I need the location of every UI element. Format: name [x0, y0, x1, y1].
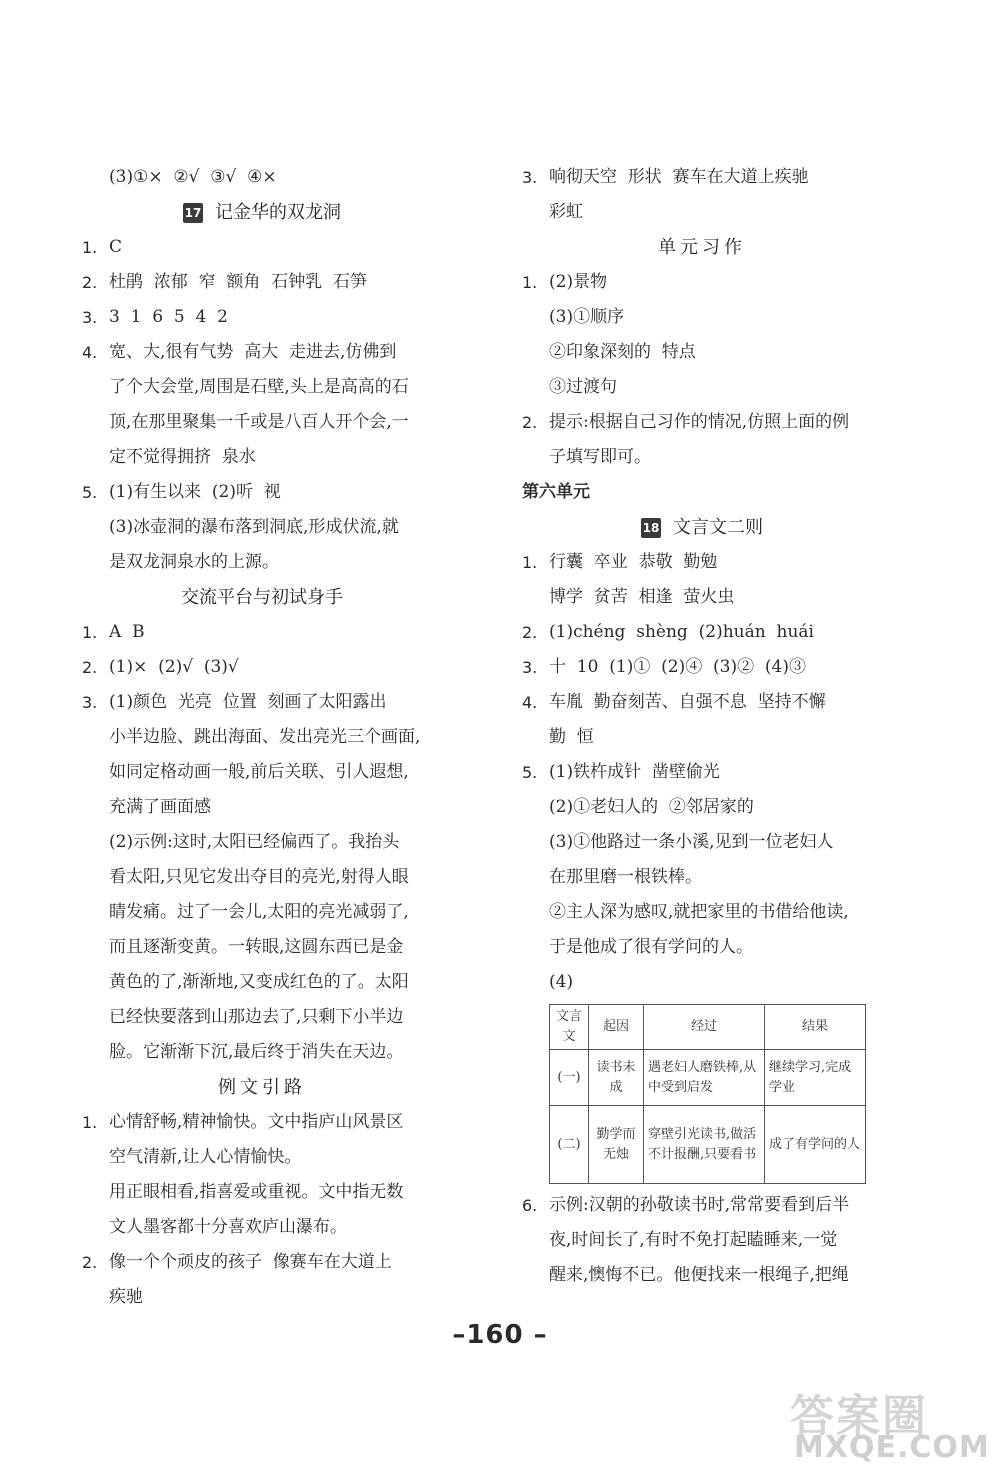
example-1-cont: 文人墨客都十分喜欢庐山瀑布。: [109, 1217, 347, 1237]
reading-1: 1. 行囊 卒业 恭敬 勤勉: [522, 552, 718, 572]
exercise-3-cont: 而且逐渐变黄。一转眼,这圆东西已是金: [109, 937, 404, 957]
table-cell: (一): [550, 1050, 589, 1106]
table-header-cell: 结果: [765, 1005, 866, 1050]
exercise-3-cont: 如同定格动画一般,前后关联、引人遐想,: [109, 762, 409, 782]
section-heading-example: 例文引路: [218, 1077, 306, 1098]
reading-3: 3. 十 10 (1)① (2)④ (3)② (4)③: [522, 657, 806, 677]
page-number: –160 –: [452, 1320, 548, 1350]
reading-6-cont: 醒来,懊悔不已。他便找来一根绳子,把绳: [549, 1265, 849, 1285]
reading-2: 2. (1)chéng shèng (2)huán huái: [522, 622, 814, 642]
lesson-18-heading: [522, 510, 882, 545]
exercise-3-cont: 小半边脸、跳出海面、发出亮光三个画面,: [109, 727, 421, 747]
unit-heading: 第六单元: [522, 482, 590, 502]
exercise-3-cont: (2)示例:这时,太阳已经偏西了。我抬头: [109, 832, 400, 852]
example-3: 3. 响彻天空 形状 赛车在大道上疾驰: [522, 167, 809, 187]
watermark: [790, 1380, 990, 1470]
example-1-cont: 空气清新,让人心情愉快。: [109, 1147, 302, 1167]
exercise-3-cont: 充满了画面感: [109, 797, 211, 817]
reading-5-cont: (3)①他路过一条小溪,见到一位老妇人: [549, 832, 834, 852]
right-column: [522, 160, 882, 1293]
answer-table: [549, 1004, 866, 1184]
lesson-number-badge: 18: [641, 518, 661, 538]
lesson-title: 记金华的双龙洞: [215, 202, 341, 223]
reading-4: 4. 车胤 勤奋刻苦、自强不息 坚持不懈: [522, 692, 826, 712]
writing-1-cont: ②印象深刻的 特点: [549, 342, 696, 362]
table-cell: 勤学而无烛: [589, 1106, 644, 1184]
exercise-3-cont: 黄色的了,渐渐地,又变成红色的了。太阳: [109, 972, 409, 992]
question-5: 5. (1)有生以来 (2)听 视: [82, 482, 281, 502]
exercise-2: 2. (1)× (2)√ (3)√: [82, 657, 239, 677]
writing-1-cont: ③过渡句: [549, 377, 617, 397]
question-4-cont: 顶,在那里聚集一千或是八百人开个会,一: [109, 412, 409, 432]
example-1: 1. 心情舒畅,精神愉快。文中指庐山风景区: [82, 1112, 404, 1132]
left-column: [82, 160, 442, 1315]
example-3-cont: 彩虹: [549, 202, 583, 222]
lesson-17-heading: [82, 195, 442, 230]
exercise-3-cont: 看太阳,只见它发出夺目的亮光,射得人眼: [109, 867, 409, 887]
reading-5-cont: ②主人深为感叹,就把家里的书借给他读,: [549, 902, 849, 922]
question-4-cont: 定不觉得拥挤 泉水: [109, 447, 256, 467]
table-cell: 成了有学问的人: [765, 1106, 866, 1184]
table-cell: 遇老妇人磨铁棒,从中受到启发: [644, 1050, 765, 1106]
table-cell: 继续学习,完成学业: [765, 1050, 866, 1106]
table-header-cell: 文言文: [550, 1005, 589, 1050]
writing-1-cont: (3)①顺序: [549, 307, 625, 327]
question-3: 3. 3 1 6 5 4 2: [82, 307, 228, 327]
reading-6: 6. 示例:汉朝的孙敬读书时,常常要看到后半: [522, 1195, 850, 1215]
reading-1-cont: 博学 贫苦 相逢 萤火虫: [549, 587, 735, 607]
reading-5-cont: 于是他成了很有学问的人。: [549, 937, 753, 957]
exercise-3-cont: 脸。它渐渐下沉,最后终于消失在天边。: [109, 1042, 404, 1062]
example-2-cont: 疾驰: [109, 1287, 143, 1307]
example-2: 2. 像一个个顽皮的孩子 像赛车在大道上: [82, 1252, 392, 1272]
watermark-logo: 答案圈: [790, 1391, 928, 1442]
exercise-3: 3. (1)颜色 光亮 位置 刻画了太阳露出: [82, 692, 387, 712]
reading-5: 5. (1)铁杵成针 凿壁偷光: [522, 762, 720, 782]
answer-table-wrap: [522, 1004, 882, 1184]
lesson-title: 文言文二则: [673, 517, 763, 538]
writing-1: 1. (2)景物: [522, 272, 608, 292]
section-heading-writing: 单元习作: [658, 237, 746, 258]
question-2: 2. 杜鹃 浓郁 窄 额角 石钟乳 石笋: [82, 272, 368, 292]
reading-5-cont: 在那里磨一根铁棒。: [549, 867, 702, 887]
reading-5-cont: (2)①老妇人的 ②邻居家的: [549, 797, 754, 817]
table-row: [550, 1050, 866, 1106]
answer-line: (3)①× ②√ ③√ ④×: [109, 167, 277, 187]
table-header-cell: 经过: [644, 1005, 765, 1050]
question-4-cont: 了个大会堂,周围是石壁,头上是高高的石: [109, 377, 409, 397]
question-5-cont: 是双龙洞泉水的上源。: [109, 552, 279, 572]
table-cell: 读书未成: [589, 1050, 644, 1106]
table-cell: (二): [550, 1106, 589, 1184]
writing-2: 2. 提示:根据自己习作的情况,仿照上面的例: [522, 412, 850, 432]
example-1-cont: 用正眼相看,指喜爱或重视。文中指无数: [109, 1182, 404, 1202]
table-row: [550, 1106, 866, 1184]
exercise-3-cont: 已经快要落到山那边去了,只剩下小半边: [109, 1007, 404, 1027]
reading-6-cont: 夜,时间长了,有时不免打起瞌睡来,一觉: [549, 1230, 838, 1250]
writing-2-cont: 子填写即可。: [549, 447, 651, 467]
reading-5-part4: (4): [549, 972, 574, 992]
question-5-cont: (3)冰壶洞的瀑布落到洞底,形成伏流,就: [109, 517, 399, 537]
reading-4-cont: 勤 恒: [549, 727, 594, 747]
question-1: 1. C: [82, 237, 123, 257]
table-header-row: [550, 1005, 866, 1050]
section-heading-exchange: 交流平台与初试身手: [181, 587, 343, 608]
exercise-1: 1. A B: [82, 622, 145, 642]
exercise-3-cont: 睛发痛。过了一会儿,太阳的亮光减弱了,: [109, 902, 409, 922]
question-4: 4. 宽、大,很有气势 高大 走进去,仿佛到: [82, 342, 397, 362]
watermark-url: MXQE.COM: [794, 1430, 990, 1465]
lesson-number-badge: 17: [183, 203, 203, 223]
table-cell: 穿壁引光读书,做活不计报酬,只要看书: [644, 1106, 765, 1184]
table-header-cell: 起因: [589, 1005, 644, 1050]
